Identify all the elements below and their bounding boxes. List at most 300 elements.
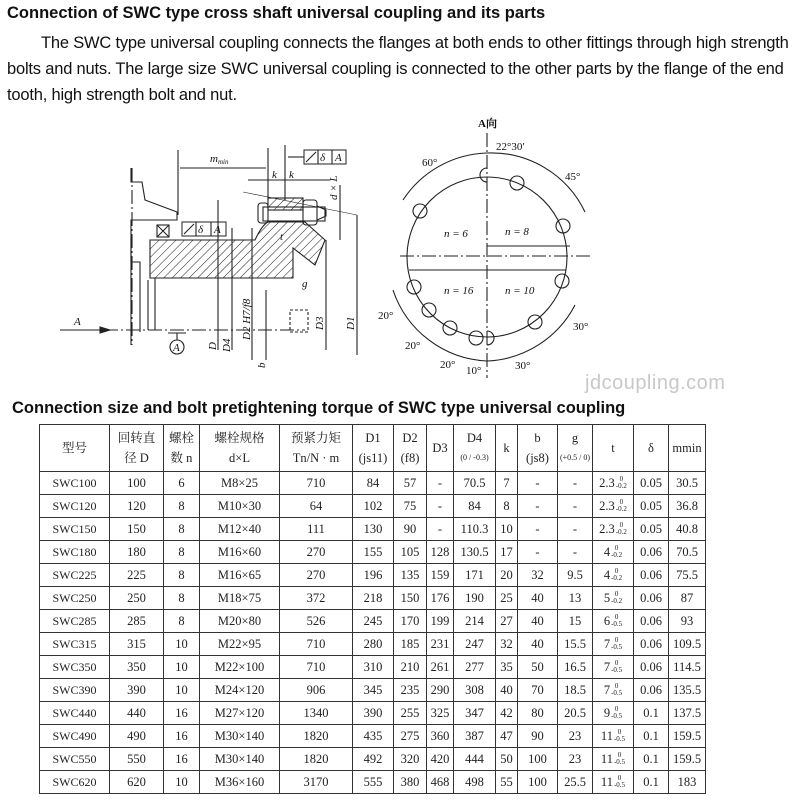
- cell-D1: 390: [353, 702, 394, 725]
- cell-n: 8: [164, 610, 200, 633]
- t-upper-tolerance: 0: [617, 728, 622, 736]
- column-header: [427, 425, 454, 472]
- cell-D2: 380: [394, 771, 427, 794]
- cell-delta: 0.05: [634, 518, 669, 541]
- cell-g: 20.5: [558, 702, 593, 725]
- cell-m: 70.5: [669, 541, 706, 564]
- table-row: [40, 495, 706, 518]
- cell-model: SWC180: [40, 541, 110, 564]
- cell-D3: 128: [427, 541, 454, 564]
- cell-D3: -: [427, 495, 454, 518]
- t-base: 2.3: [599, 475, 615, 490]
- cell-D2: 275: [394, 725, 427, 748]
- column-header-line2: (js11): [358, 451, 388, 465]
- cell-g: 18.5: [558, 679, 593, 702]
- cell-g: -: [558, 495, 593, 518]
- cell-Tn: 111: [280, 518, 353, 541]
- t-upper-tolerance: 0: [614, 705, 619, 713]
- column-header: [558, 425, 593, 472]
- cell-delta: 0.1: [634, 771, 669, 794]
- t-base: 11: [600, 774, 613, 789]
- cell-model: SWC225: [40, 564, 110, 587]
- cell-g: 13: [558, 587, 593, 610]
- cell-D2: 75: [394, 495, 427, 518]
- cell-delta: 0.06: [634, 541, 669, 564]
- cell-b: 90: [518, 725, 558, 748]
- cell-delta: 0.1: [634, 748, 669, 771]
- cell-D1: 345: [353, 679, 394, 702]
- t-lower-tolerance: -0.5: [611, 712, 623, 720]
- column-header: [164, 425, 200, 472]
- cell-D2: 57: [394, 472, 427, 495]
- cell-D: 315: [110, 633, 164, 656]
- coupling-dimension-table: [39, 424, 706, 794]
- label-D4: D4: [221, 338, 233, 352]
- cell-model: SWC285: [40, 610, 110, 633]
- view-title: A向: [478, 118, 497, 130]
- cell-D1: 310: [353, 656, 394, 679]
- cell-delta: 0.06: [634, 679, 669, 702]
- cell-D4: 190: [454, 587, 496, 610]
- column-header-line1: D1: [365, 431, 381, 445]
- cell-D: 490: [110, 725, 164, 748]
- cell-D: 250: [110, 587, 164, 610]
- column-header-line1: D3: [432, 441, 448, 455]
- cell-dxL: M8×25: [200, 472, 280, 495]
- cell-dxL: M20×80: [200, 610, 280, 633]
- table-row: [40, 518, 706, 541]
- cell-m: 114.5: [669, 656, 706, 679]
- label-g: g: [302, 278, 308, 290]
- cell-D: 620: [110, 771, 164, 794]
- cell-b: 50: [518, 656, 558, 679]
- cell-t: [593, 564, 634, 587]
- cell-dxL: M16×60: [200, 541, 280, 564]
- cell-Tn: 372: [280, 587, 353, 610]
- cell-D1: 84: [353, 472, 394, 495]
- t-lower-tolerance: -0.2: [615, 505, 627, 513]
- cell-D2: 170: [394, 610, 427, 633]
- column-header-line1: D2: [402, 431, 418, 445]
- cell-D2: 150: [394, 587, 427, 610]
- cell-D1: 102: [353, 495, 394, 518]
- cell-k: 25: [496, 587, 518, 610]
- table-row: [40, 472, 706, 495]
- column-header-line1: g: [571, 431, 579, 445]
- angle-10: 10°: [466, 365, 482, 377]
- cell-D: 350: [110, 656, 164, 679]
- t-base: 11: [600, 751, 613, 766]
- cell-Tn: 3170: [280, 771, 353, 794]
- t-base: 9: [603, 705, 611, 720]
- column-header-line2: (js8): [526, 451, 549, 465]
- cell-n: 8: [164, 564, 200, 587]
- cell-D3: 360: [427, 725, 454, 748]
- cell-delta: 0.06: [634, 587, 669, 610]
- cell-dxL: M24×120: [200, 679, 280, 702]
- cell-n: 10: [164, 656, 200, 679]
- angle-20-a: 20°: [378, 310, 394, 322]
- table-row: [40, 633, 706, 656]
- t-upper-tolerance: 0: [614, 567, 619, 575]
- cell-delta: 0.06: [634, 610, 669, 633]
- cell-model: SWC150: [40, 518, 110, 541]
- cell-t: [593, 472, 634, 495]
- t-upper-tolerance: 0: [617, 774, 622, 782]
- t-upper-tolerance: 0: [617, 751, 622, 759]
- t-upper-tolerance: 0: [614, 659, 619, 667]
- t-lower-tolerance: -0.5: [611, 643, 623, 651]
- column-header: [634, 425, 669, 472]
- cell-m: 183: [669, 771, 706, 794]
- angle-30-b: 30°: [573, 321, 589, 333]
- cell-dxL: M27×120: [200, 702, 280, 725]
- column-header: [394, 425, 427, 472]
- cell-t: [593, 771, 634, 794]
- cell-b: 40: [518, 587, 558, 610]
- label-m-min: mmin: [210, 153, 229, 166]
- t-upper-tolerance: 0: [614, 636, 619, 644]
- t-lower-tolerance: -0.2: [615, 528, 627, 536]
- cell-g: 25.5: [558, 771, 593, 794]
- cell-D4: 70.5: [454, 472, 496, 495]
- cell-D: 440: [110, 702, 164, 725]
- table-title: Connection size and bolt pretightening torque of SWC type universal coupling: [12, 399, 626, 417]
- cell-t: [593, 725, 634, 748]
- tolerance-delta: δ: [320, 152, 326, 164]
- cell-D: 100: [110, 472, 164, 495]
- label-n16: n = 16: [444, 285, 474, 297]
- column-header-line2: 径 D: [124, 451, 149, 465]
- cell-g: 16.5: [558, 656, 593, 679]
- cell-model: SWC550: [40, 748, 110, 771]
- cell-k: 35: [496, 656, 518, 679]
- cell-dxL: M10×30: [200, 495, 280, 518]
- table-row: [40, 748, 706, 771]
- cell-delta: 0.1: [634, 702, 669, 725]
- table-row: [40, 541, 706, 564]
- cell-g: 23: [558, 748, 593, 771]
- angle-30-a: 30°: [515, 360, 531, 372]
- cell-D3: 231: [427, 633, 454, 656]
- t-lower-tolerance: -0.2: [611, 574, 623, 582]
- cell-t: [593, 702, 634, 725]
- cell-b: -: [518, 518, 558, 541]
- cell-model: SWC350: [40, 656, 110, 679]
- cell-D4: 347: [454, 702, 496, 725]
- cell-dxL: M16×65: [200, 564, 280, 587]
- cell-dxL: M30×140: [200, 748, 280, 771]
- cell-D3: 261: [427, 656, 454, 679]
- cell-m: 75.5: [669, 564, 706, 587]
- angle-22-30: 22°30′: [496, 141, 525, 153]
- t-upper-tolerance: 0: [619, 521, 624, 529]
- t-base: 6: [603, 613, 611, 628]
- cell-dxL: M22×100: [200, 656, 280, 679]
- cell-D4: 84: [454, 495, 496, 518]
- t-base: 4: [603, 544, 611, 559]
- cell-Tn: 270: [280, 541, 353, 564]
- tolerance-datum-2: A: [214, 224, 221, 236]
- cell-m: 87: [669, 587, 706, 610]
- label-D2: D2 H7/f8: [241, 298, 253, 340]
- cell-t: [593, 748, 634, 771]
- cell-g: 9.5: [558, 564, 593, 587]
- cell-delta: 0.05: [634, 472, 669, 495]
- t-base: 5: [603, 590, 611, 605]
- cell-D3: 468: [427, 771, 454, 794]
- column-header-line1: t: [611, 441, 615, 455]
- angle-20-c: 20°: [440, 359, 456, 371]
- cell-n: 16: [164, 725, 200, 748]
- t-lower-tolerance: -0.5: [611, 689, 623, 697]
- cell-D2: 90: [394, 518, 427, 541]
- cell-D1: 280: [353, 633, 394, 656]
- cell-n: 16: [164, 748, 200, 771]
- cell-D: 120: [110, 495, 164, 518]
- cell-D1: 196: [353, 564, 394, 587]
- cell-m: 137.5: [669, 702, 706, 725]
- cell-D3: 325: [427, 702, 454, 725]
- column-header-line2: 数 n: [170, 451, 193, 465]
- cell-m: 36.8: [669, 495, 706, 518]
- cell-D4: 387: [454, 725, 496, 748]
- cell-D1: 555: [353, 771, 394, 794]
- cell-b: -: [518, 472, 558, 495]
- cell-D1: 155: [353, 541, 394, 564]
- cell-g: -: [558, 472, 593, 495]
- t-base: 7: [603, 636, 611, 651]
- t-base: 7: [603, 682, 611, 697]
- cell-k: 42: [496, 702, 518, 725]
- cell-D3: 290: [427, 679, 454, 702]
- cell-k: 40: [496, 679, 518, 702]
- table-row: [40, 771, 706, 794]
- cell-D1: 218: [353, 587, 394, 610]
- cell-k: 50: [496, 748, 518, 771]
- cell-D: 150: [110, 518, 164, 541]
- cell-b: 100: [518, 748, 558, 771]
- cell-t: [593, 633, 634, 656]
- cell-m: 40.8: [669, 518, 706, 541]
- column-header-line2: Tn/N · m: [292, 451, 340, 465]
- cell-m: 159.5: [669, 748, 706, 771]
- cell-model: SWC250: [40, 587, 110, 610]
- column-header: [496, 425, 518, 472]
- cell-D4: 308: [454, 679, 496, 702]
- label-b: b: [256, 362, 268, 368]
- column-header-line1: 预紧力矩: [290, 431, 341, 445]
- t-lower-tolerance: -0.5: [613, 758, 626, 766]
- cell-t: [593, 518, 634, 541]
- cell-Tn: 270: [280, 564, 353, 587]
- cell-D3: 420: [427, 748, 454, 771]
- table-header-row: [40, 425, 706, 472]
- cell-dxL: M36×160: [200, 771, 280, 794]
- table-row: [40, 656, 706, 679]
- cell-D4: 444: [454, 748, 496, 771]
- cell-dxL: M22×95: [200, 633, 280, 656]
- cell-k: 8: [496, 495, 518, 518]
- cell-Tn: 64: [280, 495, 353, 518]
- cell-Tn: 710: [280, 633, 353, 656]
- column-header-line1: 型号: [61, 441, 87, 455]
- cell-t: [593, 587, 634, 610]
- label-n8: n = 8: [505, 226, 529, 238]
- cell-D1: 130: [353, 518, 394, 541]
- t-lower-tolerance: -0.5: [611, 620, 623, 628]
- cell-D4: 498: [454, 771, 496, 794]
- t-lower-tolerance: -0.5: [613, 781, 626, 789]
- column-header: [110, 425, 164, 472]
- section-title: Connection of SWC type cross shaft universal coupling and its parts: [7, 4, 546, 22]
- cell-g: -: [558, 518, 593, 541]
- column-header: [40, 425, 110, 472]
- cell-model: SWC620: [40, 771, 110, 794]
- t-upper-tolerance: 0: [614, 613, 619, 621]
- cell-D4: 247: [454, 633, 496, 656]
- cell-D4: 110.3: [454, 518, 496, 541]
- cell-t: [593, 679, 634, 702]
- t-lower-tolerance: -0.5: [613, 735, 626, 743]
- cell-Tn: 1820: [280, 748, 353, 771]
- cell-b: 100: [518, 771, 558, 794]
- cell-b: -: [518, 541, 558, 564]
- column-header-line1: k: [503, 441, 510, 455]
- cell-t: [593, 495, 634, 518]
- label-n10: n = 10: [505, 285, 535, 297]
- cell-g: 15: [558, 610, 593, 633]
- cell-b: 40: [518, 633, 558, 656]
- angle-45: 45°: [565, 171, 581, 183]
- cell-D2: 185: [394, 633, 427, 656]
- label-dxL: d × L: [328, 175, 340, 200]
- tolerance-delta-2: δ: [198, 224, 204, 236]
- column-header: [280, 425, 353, 472]
- cell-Tn: 710: [280, 656, 353, 679]
- t-base: 2.3: [599, 498, 615, 513]
- label-t: t: [280, 231, 284, 243]
- cell-D2: 235: [394, 679, 427, 702]
- t-base: 7: [603, 659, 611, 674]
- column-header-line2: (+0.5 / 0): [559, 453, 591, 462]
- cell-t: [593, 610, 634, 633]
- cell-D3: 199: [427, 610, 454, 633]
- cell-D3: 159: [427, 564, 454, 587]
- cell-n: 8: [164, 587, 200, 610]
- datum-A: A: [173, 342, 180, 354]
- cell-Tn: 710: [280, 472, 353, 495]
- cell-model: SWC440: [40, 702, 110, 725]
- cell-n: 10: [164, 771, 200, 794]
- cell-m: 30.5: [669, 472, 706, 495]
- column-header-line1: 螺栓: [168, 431, 194, 445]
- cell-D4: 277: [454, 656, 496, 679]
- cell-D4: 130.5: [454, 541, 496, 564]
- section-view: [60, 145, 357, 360]
- cell-m: 135.5: [669, 679, 706, 702]
- cell-n: 6: [164, 472, 200, 495]
- cell-n: 8: [164, 541, 200, 564]
- column-header-line2: d×L: [229, 451, 250, 465]
- cell-g: 23: [558, 725, 593, 748]
- cell-n: 10: [164, 633, 200, 656]
- t-upper-tolerance: 0: [619, 475, 624, 483]
- cell-model: SWC120: [40, 495, 110, 518]
- table-row: [40, 610, 706, 633]
- cell-n: 8: [164, 495, 200, 518]
- t-lower-tolerance: -0.2: [615, 482, 627, 490]
- cell-delta: 0.06: [634, 633, 669, 656]
- cell-k: 55: [496, 771, 518, 794]
- cell-D4: 171: [454, 564, 496, 587]
- cell-dxL: M30×140: [200, 725, 280, 748]
- cell-k: 47: [496, 725, 518, 748]
- tolerance-datum: A: [335, 152, 342, 164]
- cell-m: 109.5: [669, 633, 706, 656]
- cell-Tn: 526: [280, 610, 353, 633]
- coupling-connection-diagram: [0, 105, 800, 395]
- t-upper-tolerance: 0: [614, 682, 619, 690]
- label-D: D: [207, 342, 219, 350]
- label-D1: D1: [345, 316, 357, 330]
- t-upper-tolerance: 0: [619, 498, 624, 506]
- t-lower-tolerance: -0.2: [611, 597, 623, 605]
- column-header: [593, 425, 634, 472]
- cell-g: 15.5: [558, 633, 593, 656]
- cell-dxL: M18×75: [200, 587, 280, 610]
- table-row: [40, 679, 706, 702]
- t-base: 2.3: [599, 521, 615, 536]
- cell-delta: 0.05: [634, 495, 669, 518]
- cell-k: 17: [496, 541, 518, 564]
- cell-Tn: 1340: [280, 702, 353, 725]
- cell-Tn: 906: [280, 679, 353, 702]
- column-header: [200, 425, 280, 472]
- t-lower-tolerance: -0.5: [611, 666, 623, 674]
- t-base: 11: [600, 728, 613, 743]
- cell-model: SWC100: [40, 472, 110, 495]
- cell-D2: 255: [394, 702, 427, 725]
- description-paragraph: The SWC type universal coupling connects the flanges at both ends to other fittings through high strength bolts and nuts. The large size SWC universal coupling is connected to the other parts by the flange of the end tooth, high strength bolt and nut.: [7, 34, 789, 104]
- cell-k: 10: [496, 518, 518, 541]
- cell-b: 32: [518, 564, 558, 587]
- cell-n: 8: [164, 518, 200, 541]
- cell-dxL: M12×40: [200, 518, 280, 541]
- cell-b: -: [518, 495, 558, 518]
- cell-b: 40: [518, 610, 558, 633]
- cell-Tn: 1820: [280, 725, 353, 748]
- cell-delta: 0.1: [634, 725, 669, 748]
- cell-D: 180: [110, 541, 164, 564]
- cell-D: 225: [110, 564, 164, 587]
- column-header-line1: 螺栓规格: [214, 431, 265, 445]
- cell-D3: -: [427, 518, 454, 541]
- cell-D2: 105: [394, 541, 427, 564]
- cell-delta: 0.06: [634, 564, 669, 587]
- cell-delta: 0.06: [634, 656, 669, 679]
- cell-t: [593, 656, 634, 679]
- table-row: [40, 564, 706, 587]
- cell-m: 93: [669, 610, 706, 633]
- cell-D1: 435: [353, 725, 394, 748]
- t-upper-tolerance: 0: [614, 590, 619, 598]
- label-k2: k: [289, 169, 294, 181]
- cell-D3: 176: [427, 587, 454, 610]
- label-k1: k: [272, 169, 277, 181]
- column-header-line1: D4: [466, 431, 483, 445]
- cell-g: -: [558, 541, 593, 564]
